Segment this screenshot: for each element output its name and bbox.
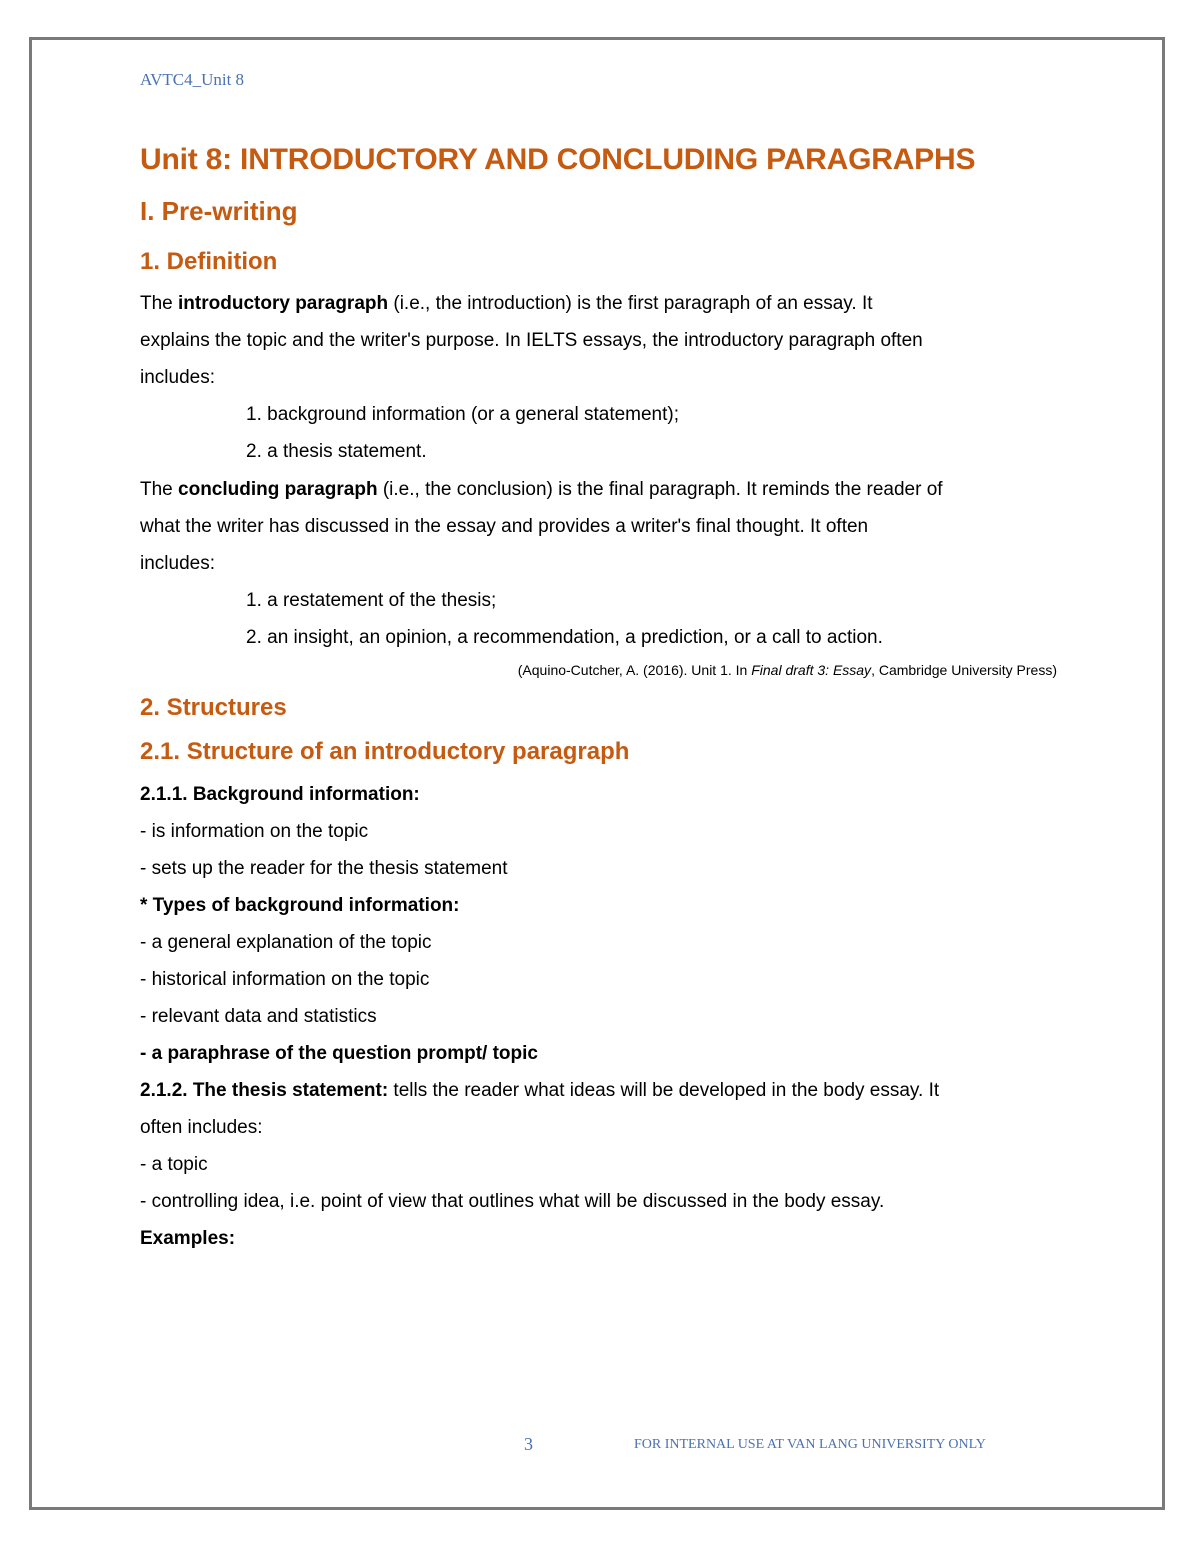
concl-term: concluding paragraph <box>178 479 378 500</box>
list-item: - historical information on the topic <box>140 969 430 990</box>
list-item: 1. a restatement of the thesis; <box>246 590 497 611</box>
bg-info-heading: 2.1.1. Background information: <box>140 784 420 805</box>
intro-definition-line-3: includes: <box>140 367 215 388</box>
thesis-term: 2.1.2. The thesis statement: <box>140 1080 389 1101</box>
list-item-bold: - a paraphrase of the question prompt/ topic <box>140 1043 538 1064</box>
examples-label: Examples: <box>140 1228 236 1249</box>
concl-items-list <box>246 582 883 656</box>
concl-definition <box>140 471 943 582</box>
text-run: (i.e., the conclusion) is the final paragraph. It reminds the reader of <box>377 479 943 500</box>
concl-definition-line-3: includes: <box>140 553 215 574</box>
intro-structure-heading: 2.1. Structure of an introductory paragraph <box>140 738 630 765</box>
text-run: The <box>140 479 179 500</box>
text-run: (i.e., the introduction) is the first paragraph of an essay. It <box>388 293 873 314</box>
running-header: AVTC4_Unit 8 <box>140 70 245 89</box>
intro-items-list <box>246 396 679 470</box>
thesis-line-2: often includes: <box>140 1117 263 1138</box>
footer-note: FOR INTERNAL USE AT VAN LANG UNIVERSITY ONLY <box>634 1437 986 1452</box>
intro-term: introductory paragraph <box>178 293 389 314</box>
list-item: - a topic <box>140 1154 208 1175</box>
list-item: 2. an insight, an opinion, a recommendation, a prediction, or a call to action. <box>246 627 883 648</box>
bg-types-heading: * Types of background information: <box>140 895 460 916</box>
text-run: , Cambridge University Press) <box>871 662 1057 678</box>
intro-definition <box>140 285 923 396</box>
structures-body <box>140 776 939 1257</box>
structures-heading: 2. Structures <box>140 694 287 721</box>
intro-definition-line-2: explains the topic and the writer's purpose. In IELTS essays, the introductory paragraph often <box>140 330 923 351</box>
concl-definition-line-1 <box>140 471 943 508</box>
text-run: (Aquino-Cutcher, A. (2016). Unit 1. In <box>517 662 752 678</box>
citation-title: Final draft 3: Essay <box>751 662 872 678</box>
concl-definition-line-2: what the writer has discussed in the essay and provides a writer's final thought. It often <box>140 516 869 537</box>
page-number: 3 <box>524 1434 533 1454</box>
text-run: tells the reader what ideas will be developed in the body essay. It <box>388 1080 940 1101</box>
list-item: - sets up the reader for the thesis statement <box>140 858 508 879</box>
list-item: 1. background information (or a general statement); <box>246 404 680 425</box>
thesis-line-1 <box>140 1072 939 1109</box>
list-item: 2. a thesis statement. <box>246 441 427 462</box>
definition-heading: 1. Definition <box>140 248 278 275</box>
list-item: - controlling idea, i.e. point of view that outlines what will be discussed in the body essay. <box>140 1191 885 1212</box>
section-heading-prewriting: I. Pre-writing <box>140 196 298 226</box>
list-item: - is information on the topic <box>140 821 369 842</box>
list-item: - a general explanation of the topic <box>140 932 432 953</box>
intro-definition-line-1 <box>140 285 923 322</box>
list-item: - relevant data and statistics <box>140 1006 377 1027</box>
citation <box>518 662 1057 678</box>
page-title: Unit 8: INTRODUCTORY AND CONCLUDING PARAGRAPHS <box>140 143 976 176</box>
text-run: The <box>140 293 179 314</box>
